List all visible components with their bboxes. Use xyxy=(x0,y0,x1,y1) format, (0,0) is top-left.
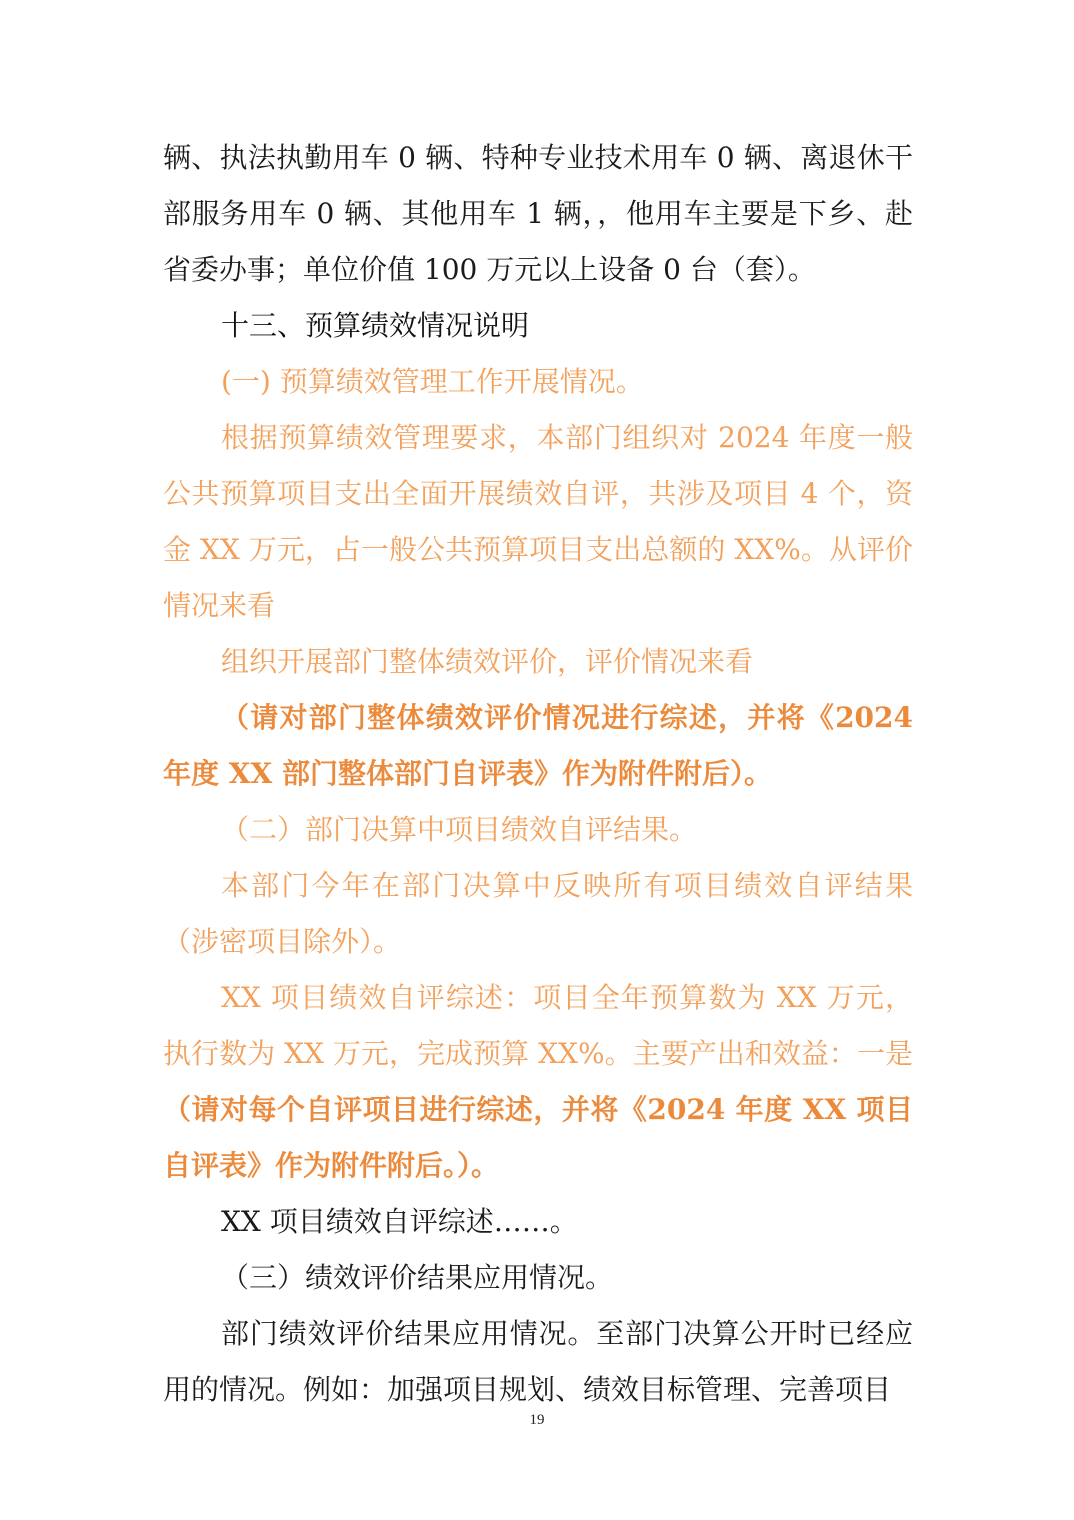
section-heading-13: 十三、预算绩效情况说明 xyxy=(221,309,530,342)
results-application-paragraph: 部门绩效评价结果应用情况。至部门决算公开时已经应用的情况。例如：加强项目规划、绩效目标管理、完善项目 xyxy=(163,1317,913,1406)
overall-evaluation-instruction: （请对部门整体绩效评价情况进行综述，并将《2024 年度 XX 部门整体部门自评表》作为附件附后）。 xyxy=(163,701,913,790)
subheading-results-application: （三）绩效评价结果应用情况。 xyxy=(221,1261,614,1294)
project-results-paragraph: 本部门今年在部门决算中反映所有项目绩效自评结果（涉密项目除外）。 xyxy=(163,869,913,958)
page-number: 19 xyxy=(529,1412,545,1428)
project-summary-text: XX 项目绩效自评综述：项目全年预算数为 XX 万元，执行数为 XX 万元，完成预算 XX%。主要产出和效益：一是 xyxy=(163,981,913,1070)
subheading-performance-management: (一) 预算绩效管理工作开展情况。 xyxy=(221,365,644,398)
vehicle-paragraph: 辆、执法执勤用车 0 辆、特种专业技术用车 0 辆、离退休干部服务用车 0 辆、其他用车 1 辆，，他用车主要是下乡、赴省委办事；单位价值 100 万元以上设备 0 台（套）。 xyxy=(163,141,913,286)
project-summary-instruction: （请对每个自评项目进行综述，并将《2024 年度 XX 项目自评表》作为附件附后。）。 xyxy=(163,1093,913,1182)
project-summary-continued: XX 项目绩效自评综述……。 xyxy=(221,1205,578,1238)
subheading-project-results: （二）部门决算中项目绩效自评结果。 xyxy=(221,813,698,846)
self-evaluation-paragraph: 根据预算绩效管理要求，本部门组织对 2024 年度一般公共预算项目支出全面开展绩效自评，共涉及项目 4 个，资金 XX 万元，占一般公共预算项目支出总额的 XX%。从评价情况来看 xyxy=(163,421,913,622)
page-body xyxy=(163,130,913,1418)
project-summary-paragraph xyxy=(163,970,913,1194)
overall-evaluation-paragraph: 组织开展部门整体绩效评价，评价情况来看 xyxy=(221,645,754,678)
